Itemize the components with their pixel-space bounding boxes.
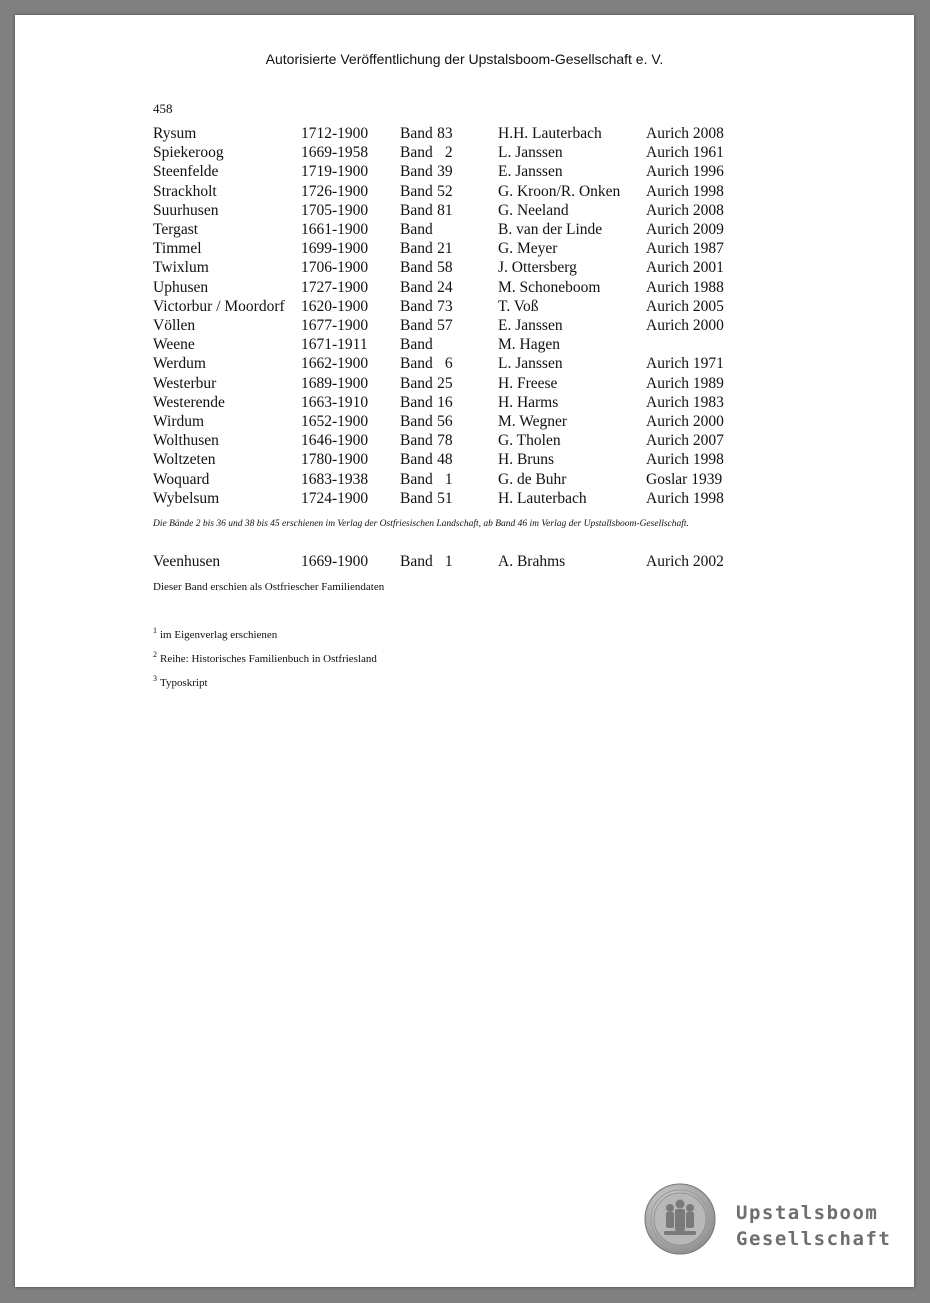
place-cell: Suurhusen [153, 201, 219, 219]
band-label: Band [400, 413, 433, 431]
footnotes [153, 621, 377, 693]
band-cell [400, 278, 498, 297]
band-label: Band [400, 201, 433, 219]
years-cell: 1780-1900 [301, 451, 369, 469]
document-page [15, 15, 914, 1287]
band-label: Band [400, 221, 433, 239]
band-label: Band [400, 182, 433, 200]
years-cell: 1677-1900 [301, 317, 369, 335]
band-label: Band [400, 297, 433, 315]
register-row [153, 354, 746, 373]
years-cell: 1620-1900 [301, 297, 369, 315]
register-table [153, 124, 746, 508]
band-number: 73 [437, 297, 453, 315]
register-row [153, 393, 746, 412]
footnote-text: im Eigenverlag erschienen [160, 629, 278, 641]
band-number: 6 [444, 355, 453, 373]
band-cell [400, 258, 498, 277]
register-row [153, 278, 746, 297]
years-cell: 1719-1900 [301, 163, 369, 181]
publication-cell: Aurich 1998 [646, 451, 724, 469]
register-row [153, 297, 746, 316]
publication-cell: Aurich 2002 [646, 553, 724, 570]
author-cell: H. Bruns [498, 451, 554, 469]
band-label: Band [400, 317, 433, 335]
band-number: 2 [444, 144, 453, 162]
place-cell: Victorbur / Moordorf [153, 297, 285, 315]
years-cell: 1689-1900 [301, 374, 369, 392]
author-cell: H.H. Lauterbach [498, 125, 602, 142]
publication-cell: Aurich 1996 [646, 163, 724, 181]
footnote-mark: 2 [153, 650, 157, 659]
register-row [153, 220, 746, 239]
band-cell [400, 393, 498, 412]
brand-line-1: Upstalsboom [736, 1202, 879, 1224]
brand-line-2: Gesellschaft [736, 1228, 892, 1250]
band-number: 83 [437, 125, 453, 142]
register-row [153, 470, 746, 489]
publication-cell: Aurich 1961 [646, 144, 724, 162]
place-cell: Wirdum [153, 413, 205, 431]
place-cell: Wolthusen [153, 432, 219, 450]
footnote-mark: 1 [153, 626, 157, 635]
publication-cell: Aurich 2001 [646, 259, 724, 277]
band-label: Band [400, 336, 433, 354]
band-label: Band [400, 144, 433, 162]
band-label: Band [400, 374, 433, 392]
years-cell: 1712-1900 [301, 125, 369, 142]
publication-cell: Goslar 1939 [646, 470, 723, 488]
author-cell: L. Janssen [498, 355, 563, 373]
register-row [153, 182, 746, 201]
years-cell: 1699-1900 [301, 240, 369, 258]
author-cell: J. Ottersberg [498, 259, 577, 277]
years-cell: 1652-1900 [301, 413, 369, 431]
place-cell: Spiekeroog [153, 144, 224, 162]
band-cell [400, 335, 498, 354]
band-number: 48 [437, 451, 453, 469]
years-cell: 1724-1900 [301, 489, 369, 507]
band-number: 51 [437, 489, 453, 507]
place-cell: Weene [153, 336, 195, 354]
years-cell: 1646-1900 [301, 432, 369, 450]
register-row [153, 552, 746, 571]
band-number: 24 [437, 278, 453, 296]
band-label: Band [400, 163, 433, 181]
footnote [153, 645, 377, 669]
band-cell [400, 354, 498, 373]
years-cell: 1663-1910 [301, 393, 369, 411]
place-cell: Völlen [153, 317, 196, 335]
footnote-text: Typoskript [160, 677, 208, 689]
page-number: 458 [153, 101, 173, 116]
place-cell: Uphusen [153, 278, 209, 296]
band-number: 81 [437, 201, 453, 219]
band-label: Band [400, 393, 433, 411]
publication-cell: Aurich 1971 [646, 355, 724, 373]
band-label: Band [400, 240, 433, 258]
years-cell: 1662-1900 [301, 355, 369, 373]
seal-logo-icon [644, 1183, 716, 1255]
footnote-text: Reihe: Historisches Familienbuch in Ostfriesland [160, 653, 377, 665]
publication-cell: Aurich 1989 [646, 374, 724, 392]
register-row [153, 450, 746, 469]
publication-cell: Aurich 1988 [646, 278, 724, 296]
years-cell: 1726-1900 [301, 182, 369, 200]
band-cell [400, 412, 498, 431]
publication-cell: Aurich 2000 [646, 413, 724, 431]
publication-cell: Aurich 2008 [646, 125, 724, 142]
brand-logo [736, 1200, 891, 1252]
extra-note: Dieser Band erschien als Ostfriescher Familiendaten [153, 581, 385, 593]
band-cell [400, 297, 498, 316]
band-number: 16 [437, 393, 453, 411]
band-cell [400, 124, 498, 143]
place-cell: Werdum [153, 355, 206, 373]
register-extra-table [153, 552, 746, 571]
author-cell: M. Schoneboom [498, 278, 601, 296]
author-cell: H. Freese [498, 374, 558, 392]
author-cell: M. Hagen [498, 336, 560, 354]
band-label: Band [400, 470, 433, 488]
publication-cell: Aurich 2005 [646, 297, 724, 315]
register-row [153, 201, 746, 220]
years-cell: 1669-1900 [301, 553, 369, 570]
author-cell: L. Janssen [498, 144, 563, 162]
band-number: 58 [437, 259, 453, 277]
place-cell: Woltzeten [153, 451, 216, 469]
register-row [153, 143, 746, 162]
place-cell: Wybelsum [153, 489, 220, 507]
publication-cell: Aurich 1983 [646, 393, 724, 411]
publication-cell: Aurich 1998 [646, 182, 724, 200]
register-row [153, 374, 746, 393]
band-cell [400, 220, 498, 239]
page-header: Autorisierte Veröffentlichung der Upstalsboom-Gesellschaft e. V. [265, 51, 664, 67]
place-cell: Steenfelde [153, 163, 219, 181]
band-cell [400, 489, 498, 508]
band-label: Band [400, 355, 433, 373]
band-cell [400, 470, 498, 489]
author-cell: G. de Buhr [498, 470, 567, 488]
band-label: Band [400, 259, 433, 277]
register-row [153, 239, 746, 258]
register-row [153, 124, 746, 143]
register-row [153, 431, 746, 450]
place-cell: Strackholt [153, 182, 217, 200]
band-label: Band [400, 278, 433, 296]
years-cell: 1706-1900 [301, 259, 369, 277]
place-cell: Tergast [153, 221, 199, 239]
author-cell: E. Janssen [498, 317, 563, 335]
register-row [153, 489, 746, 508]
author-cell: H. Harms [498, 393, 559, 411]
register-row [153, 316, 746, 335]
band-cell [400, 316, 498, 335]
author-cell: M. Wegner [498, 413, 568, 431]
publication-cell: Aurich 2007 [646, 432, 724, 450]
author-cell: G. Kroon/R. Onken [498, 182, 621, 200]
band-label: Band [400, 432, 433, 450]
place-cell: Rysum [153, 125, 197, 142]
band-number: 25 [437, 374, 453, 392]
band-cell [400, 201, 498, 220]
author-cell: A. Brahms [498, 553, 566, 570]
band-cell [400, 450, 498, 469]
footnote-mark: 3 [153, 674, 157, 683]
register-extra-body [153, 552, 746, 571]
band-number: 57 [437, 317, 453, 335]
band-label: Band [400, 553, 433, 570]
footnote [153, 621, 377, 645]
register-body [153, 124, 746, 508]
years-cell: 1671-1911 [301, 336, 368, 354]
register-row [153, 258, 746, 277]
band-number: 1 [444, 470, 453, 488]
publication-cell: Aurich 2008 [646, 201, 724, 219]
years-cell: 1705-1900 [301, 201, 369, 219]
author-cell: E. Janssen [498, 163, 563, 181]
place-cell: Veenhusen [153, 553, 221, 570]
band-cell [400, 143, 498, 162]
band-cell [400, 182, 498, 201]
author-cell: G. Meyer [498, 240, 558, 258]
author-cell: T. Voß [498, 297, 539, 315]
band-number: 39 [437, 163, 453, 181]
publication-cell [646, 335, 746, 354]
author-cell: B. van der Linde [498, 221, 603, 239]
band-number: 1 [444, 553, 453, 570]
band-cell [400, 374, 498, 393]
band-label: Band [400, 125, 433, 142]
register-row [153, 335, 746, 354]
place-cell: Westerende [153, 393, 225, 411]
publication-cell: Aurich 1987 [646, 240, 724, 258]
footnote [153, 669, 377, 693]
author-cell: G. Neeland [498, 201, 569, 219]
author-cell: G. Tholen [498, 432, 561, 450]
years-cell: 1661-1900 [301, 221, 369, 239]
years-cell: 1683-1938 [301, 470, 369, 488]
publication-cell: Aurich 2009 [646, 221, 724, 239]
years-cell: 1669-1958 [301, 144, 369, 162]
band-cell [400, 431, 498, 450]
register-row [153, 162, 746, 181]
band-cell [400, 239, 498, 258]
band-number: 78 [437, 432, 453, 450]
place-cell: Twixlum [153, 259, 209, 277]
band-cell [400, 552, 498, 571]
band-number: 21 [437, 240, 453, 258]
register-row [153, 412, 746, 431]
place-cell: Westerbur [153, 374, 217, 392]
band-cell [400, 162, 498, 181]
band-label: Band [400, 489, 433, 507]
years-cell: 1727-1900 [301, 278, 369, 296]
publication-cell: Aurich 2000 [646, 317, 724, 335]
place-cell: Timmel [153, 240, 202, 258]
band-number: 56 [437, 413, 453, 431]
band-number: 52 [437, 182, 453, 200]
publication-cell: Aurich 1998 [646, 489, 724, 507]
band-label: Band [400, 451, 433, 469]
publisher-note: Die Bände 2 bis 36 und 38 bis 45 erschienen im Verlag der Ostfriesischen Landschaft, ab Band 46 im Verlag der Upstallsboom-Gesellschaft. [153, 519, 689, 529]
author-cell: H. Lauterbach [498, 489, 587, 507]
place-cell: Woquard [153, 470, 210, 488]
